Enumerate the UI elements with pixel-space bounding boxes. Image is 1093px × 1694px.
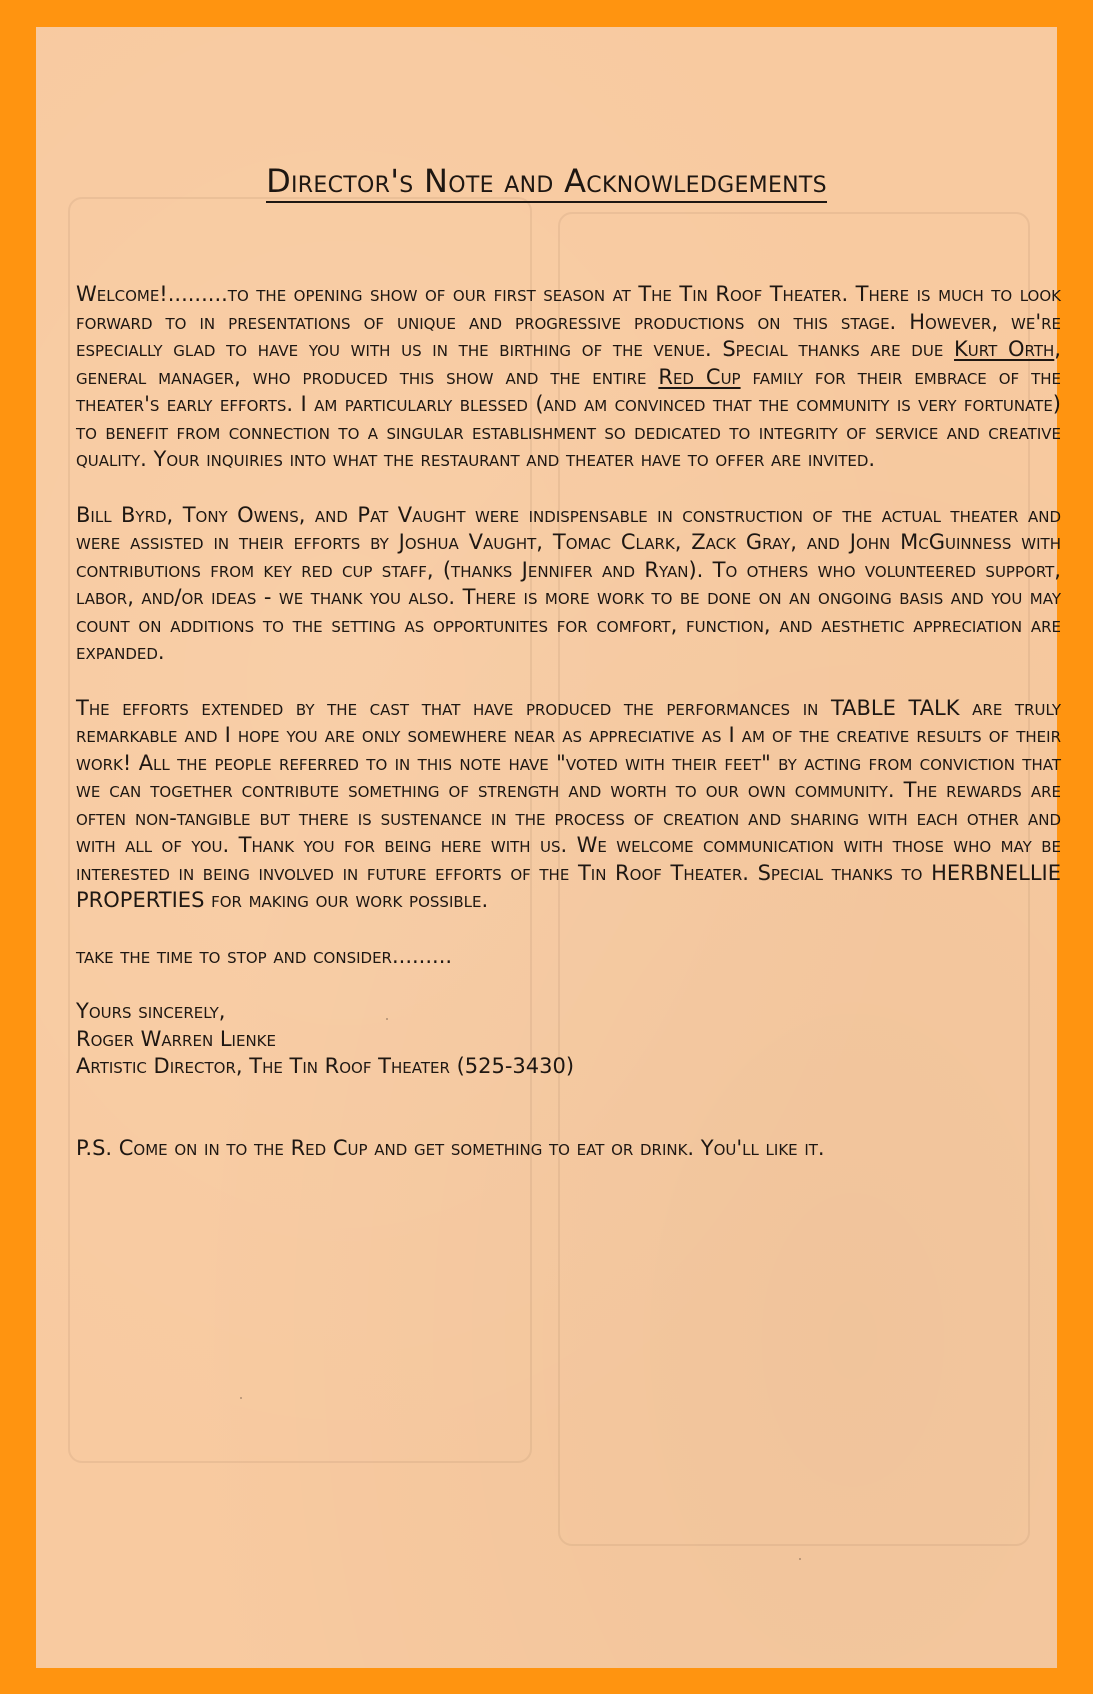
note-body	[76, 281, 1061, 1162]
page-title-text: Director's Note and Acknowledgements	[266, 162, 827, 203]
underlined-name-red-cup: Red Cup	[658, 364, 741, 389]
paragraph-welcome-end: family for their embrace of the theater's early efforts. I am particularly blessed (and am convinced that the community is very fortunate) to benefit from connection to a singular establishment so dedicated to integrity of service and creative quality. Your inquiries into what the restaurant and theater have to offer are invited.	[76, 364, 1061, 471]
paragraph-welcome-start: Welcome!.........to the opening show of our first season at The Tin Roof Theater. There is much to look forward to in presentations of unique and progressive productions on this stage. However, we're especially glad to have you with us in the birthing of the venue. Special thanks are due	[76, 282, 1061, 361]
program-page	[36, 27, 1062, 1668]
paragraph-construction-thanks: Bill Byrd, Tony Owens, and Pat Vaught were indispensable in construction of the actual theater and were assisted in their efforts by Joshua Vaught, Tomac Clark, Zack Gray, and John McGuinness with contributions from key red cup staff, (thanks Jennifer and Ryan). To others who volunteered support, labor, and/or ideas - we thank you also. There is more work to be done on an ongoing basis and you may count on additions to the setting as opportunites for comfort, function, and aesthetic appreciation are expanded.	[76, 502, 1062, 664]
postscript: P.S. Come on in to the Red Cup and get something to eat or drink. You'll like it.	[76, 1135, 825, 1160]
paragraph-consider: take the time to stop and consider.........	[76, 943, 453, 968]
underlined-name-kurt-orth: Kurt Orth	[954, 337, 1055, 361]
closing-salutation: Yours sincerely,	[76, 999, 226, 1023]
paragraph-welcome	[76, 281, 1061, 474]
paper-speck	[799, 1558, 801, 1560]
signature-block	[76, 998, 1061, 1081]
signer-name: Roger Warren Lienke	[76, 1026, 276, 1051]
page-title	[36, 162, 1057, 200]
paragraph-welcome-middle: , general manager, who produced this show and the entire	[76, 337, 1061, 389]
paper-speck	[386, 1018, 388, 1020]
paragraph-cast-thanks: The efforts extended by the cast that have produced the performances in TABLE TALK are truly remarkable and I hope you are only somewhere near as appreciative as I am of the creative results of their work! All the people referred to in this note have "voted with their feet" by acting from conviction that we can together contribute something of strength and worth to our own community. The rewards are often non-tangible but there is sustenance in the process of creation and sharing with each other and with all of you. Thank you for being here with us. We welcome communication with those who may be interested in being involved in future efforts of the Tin Roof Theater. Special thanks to HERBNELLIE PROPERTIES for making our work possible.	[76, 695, 1062, 912]
signer-role: Artistic Director, The Tin Roof Theater (525-3430)	[76, 1054, 575, 1078]
paper-speck	[240, 1397, 242, 1399]
